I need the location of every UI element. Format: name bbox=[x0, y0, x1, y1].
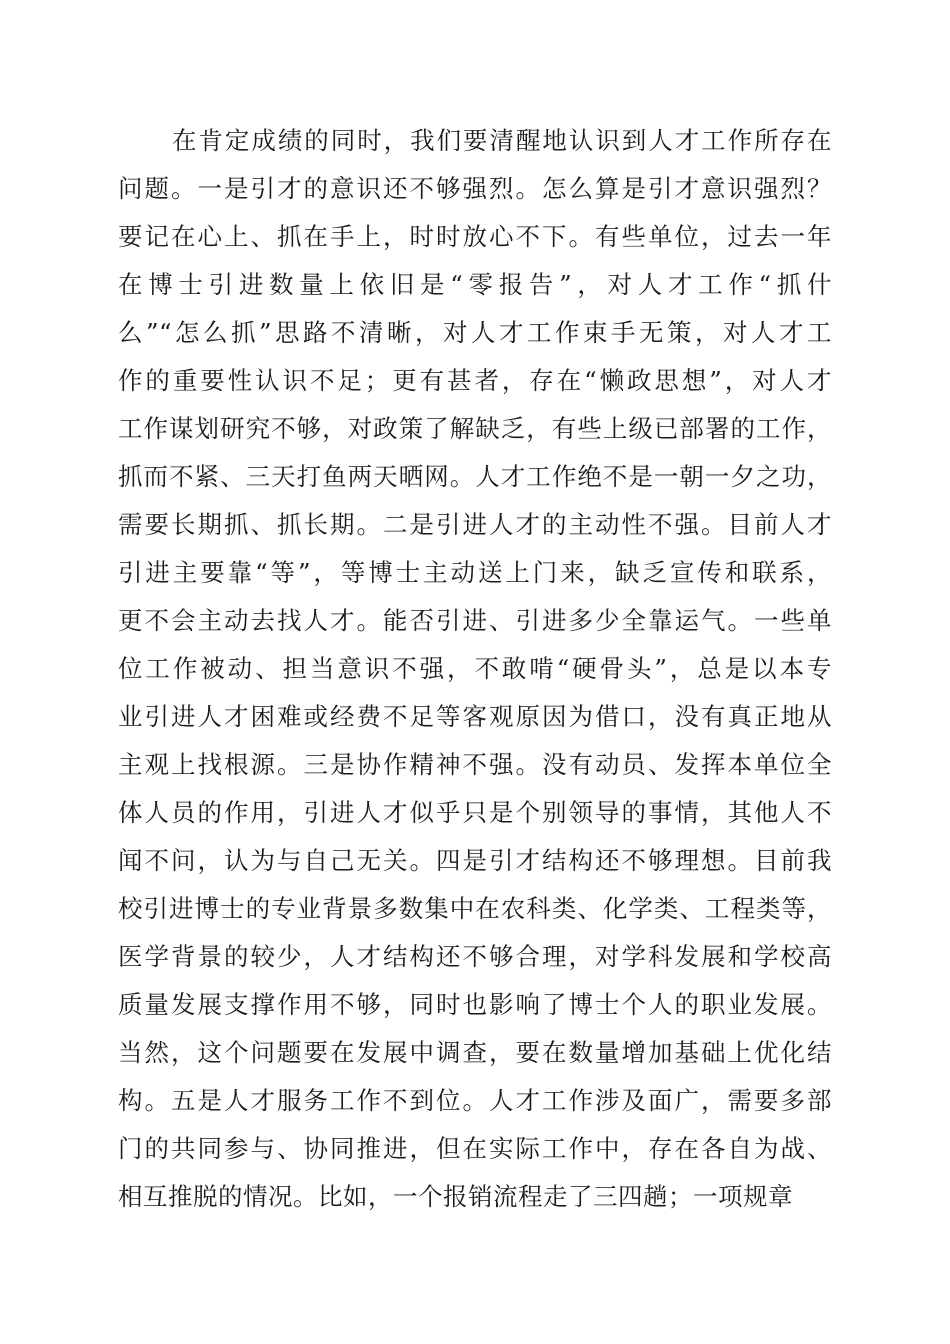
paragraph-line: 作的重要性认识不足；更有甚者，存在“懒政思想”，对人才 bbox=[118, 366, 832, 395]
paragraph-line: 要记在心上、抓在手上，时时放心不下。有些单位，过去一年 bbox=[118, 222, 832, 251]
paragraph-line: 质量发展支撑作用不够，同时也影响了博士个人的职业发展。 bbox=[118, 990, 832, 1019]
paragraph-line: 校引进博士的专业背景多数集中在农科类、化学类、工程类等， bbox=[118, 894, 832, 923]
paragraph-line: 当然，这个问题要在发展中调查，要在数量增加基础上优化结 bbox=[118, 1038, 832, 1067]
paragraph-line: 在肯定成绩的同时，我们要清醒地认识到人才工作所存在 bbox=[172, 126, 832, 155]
paragraph-line: 主观上找根源。三是协作精神不强。没有动员、发挥本单位全 bbox=[118, 750, 832, 779]
paragraph-line: 门的共同参与、协同推进，但在实际工作中，存在各自为战、 bbox=[118, 1134, 832, 1163]
paragraph-line: 抓而不紧、三天打鱼两天晒网。人才工作绝不是一朝一夕之功， bbox=[118, 462, 832, 491]
paragraph-line: 构。五是人才服务工作不到位。人才工作涉及面广，需要多部 bbox=[118, 1086, 832, 1115]
paragraph-line: 工作谋划研究不够，对政策了解缺乏，有些上级已部署的工作， bbox=[118, 414, 832, 443]
paragraph-line: 医学背景的较少，人才结构还不够合理，对学科发展和学校高 bbox=[118, 942, 832, 971]
paragraph-line: 引进主要靠“等”，等博士主动送上门来，缺乏宣传和联系， bbox=[118, 558, 832, 587]
paragraph-line: 更不会主动去找人才。能否引进、引进多少全靠运气。一些单 bbox=[118, 606, 832, 635]
paragraph-line: 业引进人才困难或经费不足等客观原因为借口，没有真正地从 bbox=[118, 702, 832, 731]
paragraph-line: 体人员的作用，引进人才似乎只是个别领导的事情，其他人不 bbox=[118, 798, 832, 827]
paragraph-line: 在博士引进数量上依旧是“零报告”，对人才工作“抓什 bbox=[118, 270, 832, 299]
paragraph-line: 闻不问，认为与自己无关。四是引才结构还不够理想。目前我 bbox=[118, 846, 832, 875]
paragraph-line: 么”“怎么抓”思路不清晰，对人才工作束手无策，对人才工 bbox=[118, 318, 832, 347]
paragraph-line: 相互推脱的情况。比如，一个报销流程走了三四趟；一项规章 bbox=[118, 1182, 793, 1211]
paragraph-line: 问题。一是引才的意识还不够强烈。怎么算是引才意识强烈？ bbox=[118, 174, 832, 203]
paragraph-line: 需要长期抓、抓长期。二是引进人才的主动性不强。目前人才 bbox=[118, 510, 832, 539]
paragraph-line: 位工作被动、担当意识不强，不敢啃“硬骨头”，总是以本专 bbox=[118, 654, 832, 683]
